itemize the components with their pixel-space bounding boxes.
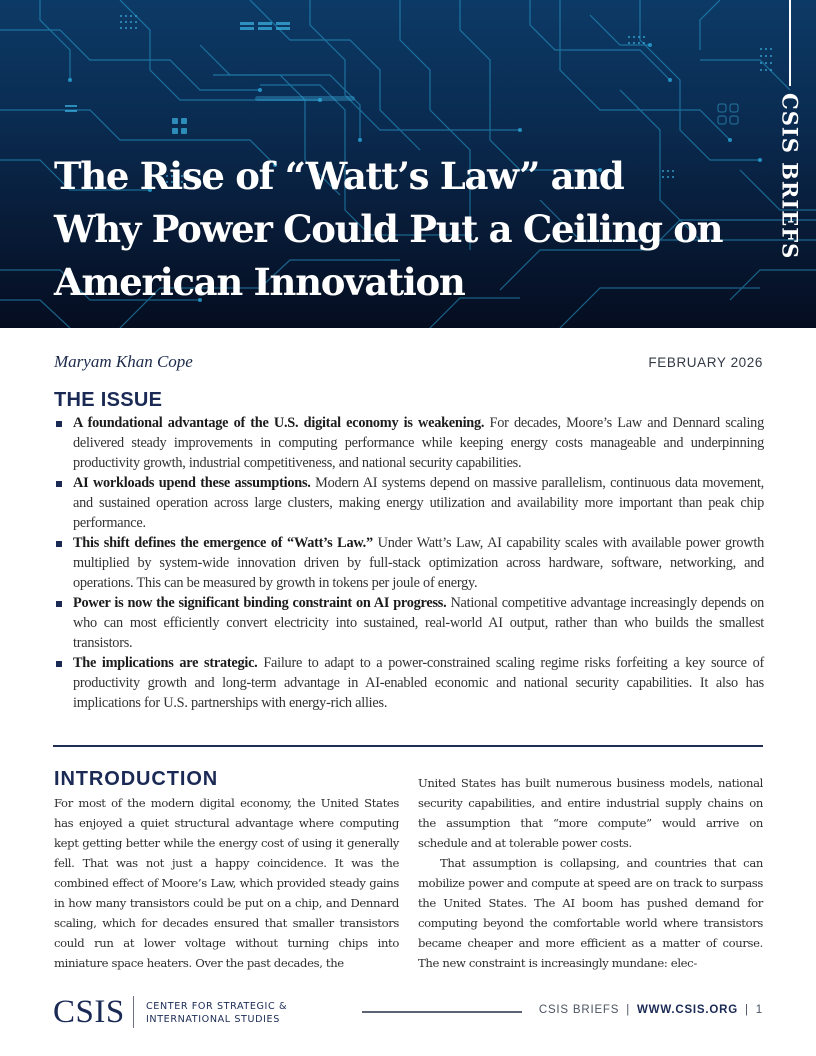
issue-item-lead: A foundational advantage of the U.S. digital economy is weakening. <box>73 415 485 431</box>
series-rule <box>789 0 791 86</box>
series-label-text: CSIS BRIEFS <box>777 93 803 260</box>
page-title <box>54 150 754 309</box>
square-bullet-icon <box>56 421 62 427</box>
intro-paragraph: United States has built numerous business models, national security capabilities, and entire industrial supply chains on the assumption that “more compute” would arrive on schedule and at tolerable power costs. <box>418 776 763 850</box>
page-number: 1 <box>755 1004 763 1016</box>
issue-item-text: Failure to adapt to a power-constrained scaling regime risks forfeiting a key source of productivity growth and long-term advantage in AI-enabled economic and national security capabilities. It also has implications for U.S. partnerships with energy-rich allies. <box>73 655 764 711</box>
author-name: Maryam Khan Cope <box>54 352 193 371</box>
intro-column-right <box>418 773 763 973</box>
publication-date: FEBRUARY 2026 <box>648 355 763 370</box>
issue-item-text: National competitive advantage increasingly depends on who can most efficiently convert electricity into sustained, real-world AI output, rather than who builds the smallest transistors. <box>73 595 764 651</box>
footer-separator: | <box>626 1004 631 1016</box>
section-divider <box>53 745 763 747</box>
issue-item-text: Under Watt’s Law, AI capability scales with available power growth multiplied by system-wide innovation driven by full-stack optimization across hardware, software, networking, and operations. This can be measured by growth in tokens per joule of energy. <box>73 535 764 591</box>
issue-item-text: Modern AI systems depend on massive parallelism, continuous data movement, and sustained operation across large clusters, making energy utilization and availability more important than peak chip performance. <box>73 475 764 531</box>
csis-logo[interactable]: CSIS <box>53 994 125 1030</box>
footer-info <box>539 1004 763 1016</box>
issue-item-lead: This shift defines the emergence of “Watt’s Law.” <box>73 535 373 551</box>
square-bullet-icon <box>56 481 62 487</box>
issue-item-lead: AI workloads upend these assumptions. <box>73 475 311 491</box>
square-bullet-icon <box>56 541 62 547</box>
logo-separator <box>133 996 134 1028</box>
footer-separator: | <box>745 1004 749 1016</box>
section-heading-introduction: INTRODUCTION <box>54 768 219 790</box>
section-heading-the-issue: THE ISSUE <box>54 389 163 411</box>
footer-series: CSIS BRIEFS <box>538 1004 620 1016</box>
organization-name-line: INTERNATIONAL STUDIES <box>146 1014 280 1025</box>
intro-paragraph: For most of the modern digital economy, the United States has enjoyed a quiet structural advantage where computing kept getting better while the energy cost of using it generally fell. That was not just a happy coincidence. It was the combined effect of Moore’s Law, which provided steady gains in how many transistors could be put on a chip, and Dennard scaling, which for decades ensured that smaller transistors could run at lower voltage without turning chips into miniature space heaters. Over the past decades, the <box>54 796 399 970</box>
series-label <box>770 93 810 273</box>
footer-rule <box>362 1011 522 1013</box>
issue-item <box>54 653 764 713</box>
website-link[interactable]: WWW.CSIS.ORG <box>637 1004 738 1016</box>
title-line: The Rise of “Watt’s Law” and <box>54 154 624 198</box>
issue-item <box>54 533 764 593</box>
square-bullet-icon <box>56 661 62 667</box>
hero-banner <box>0 0 816 328</box>
title-line: American Innovation <box>54 260 465 304</box>
organization-name-line: CENTER FOR STRATEGIC & <box>146 1001 288 1012</box>
issue-list <box>54 413 764 713</box>
title-line: Why Power Could Put a Ceiling on <box>54 207 723 251</box>
issue-item-text: For decades, Moore’s Law and Dennard scaling delivered steady improvements in computing performance while keeping energy costs manageable and underpinning productivity growth, industrial competitiveness, and national security capabilities. <box>73 415 764 471</box>
square-bullet-icon <box>56 601 62 607</box>
intro-paragraph: That assumption is collapsing, and countries that can mobilize power and compute at speed are on track to surpass the United States. The AI boom has pushed demand for computing beyond the comfortable world where transistors became cheaper and more efficient as a matter of course. The new constraint is increasingly mundane: elec- <box>418 856 763 970</box>
issue-item <box>54 473 764 533</box>
issue-item <box>54 413 764 473</box>
intro-column-left <box>54 793 399 973</box>
issue-item-lead: The implications are strategic. <box>73 655 258 671</box>
issue-item <box>54 593 764 653</box>
issue-item-lead: Power is now the significant binding constraint on AI progress. <box>73 595 447 611</box>
organization-name <box>146 1000 287 1026</box>
